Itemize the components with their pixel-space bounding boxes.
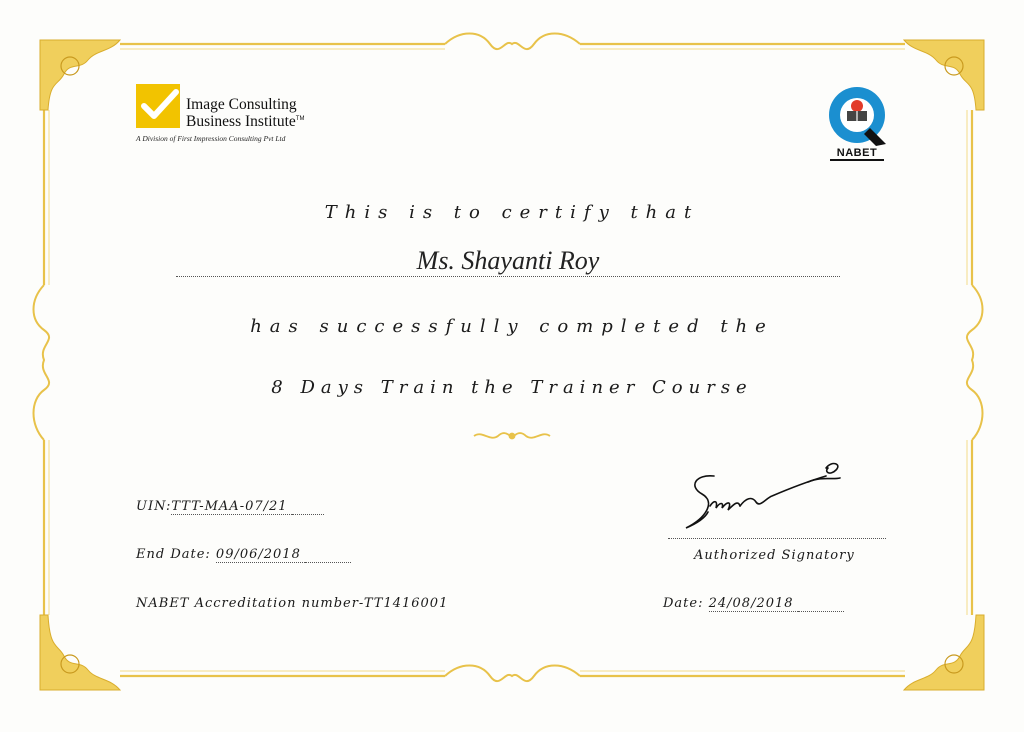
nabet-name: NABET [830,147,884,161]
accreditation-number: NABET Accreditation number-TT1416001 [136,596,449,611]
institute-division: A Division of First Impression Consulting Pvt Ltd [136,134,286,143]
checkmark-icon [136,84,180,128]
uin-value: TTT-MAA-07/21 [171,499,291,515]
end-date-value: 09/06/2018 [216,547,305,563]
trademark-mark: TM [295,115,305,122]
signatory-label: Authorized Signatory [694,548,855,563]
completion-text: has successfully completed the [250,316,774,337]
nabet-emblem-icon [826,84,888,148]
issue-date-field: Date: 24/08/2018 [663,596,844,611]
divider-ornament [472,428,552,444]
issue-date-value: 24/08/2018 [709,596,798,612]
uin-field: UIN:TTT-MAA-07/21 [136,499,324,514]
recipient-name: Ms. Shayanti Roy [416,246,600,275]
certify-intro: This is to certify that [324,202,700,223]
signature-line [668,538,886,539]
end-date-field: End Date: 09/06/2018 [136,547,351,562]
course-name: 8 Days Train the Trainer Course [271,377,753,398]
nabet-logo [826,84,888,164]
signature-image [676,456,846,536]
institute-name-line1: Image Consulting [186,96,297,113]
institute-name-line2: Business Institute™ [186,113,305,130]
institute-logo [136,84,346,148]
recipient-line [176,246,840,277]
